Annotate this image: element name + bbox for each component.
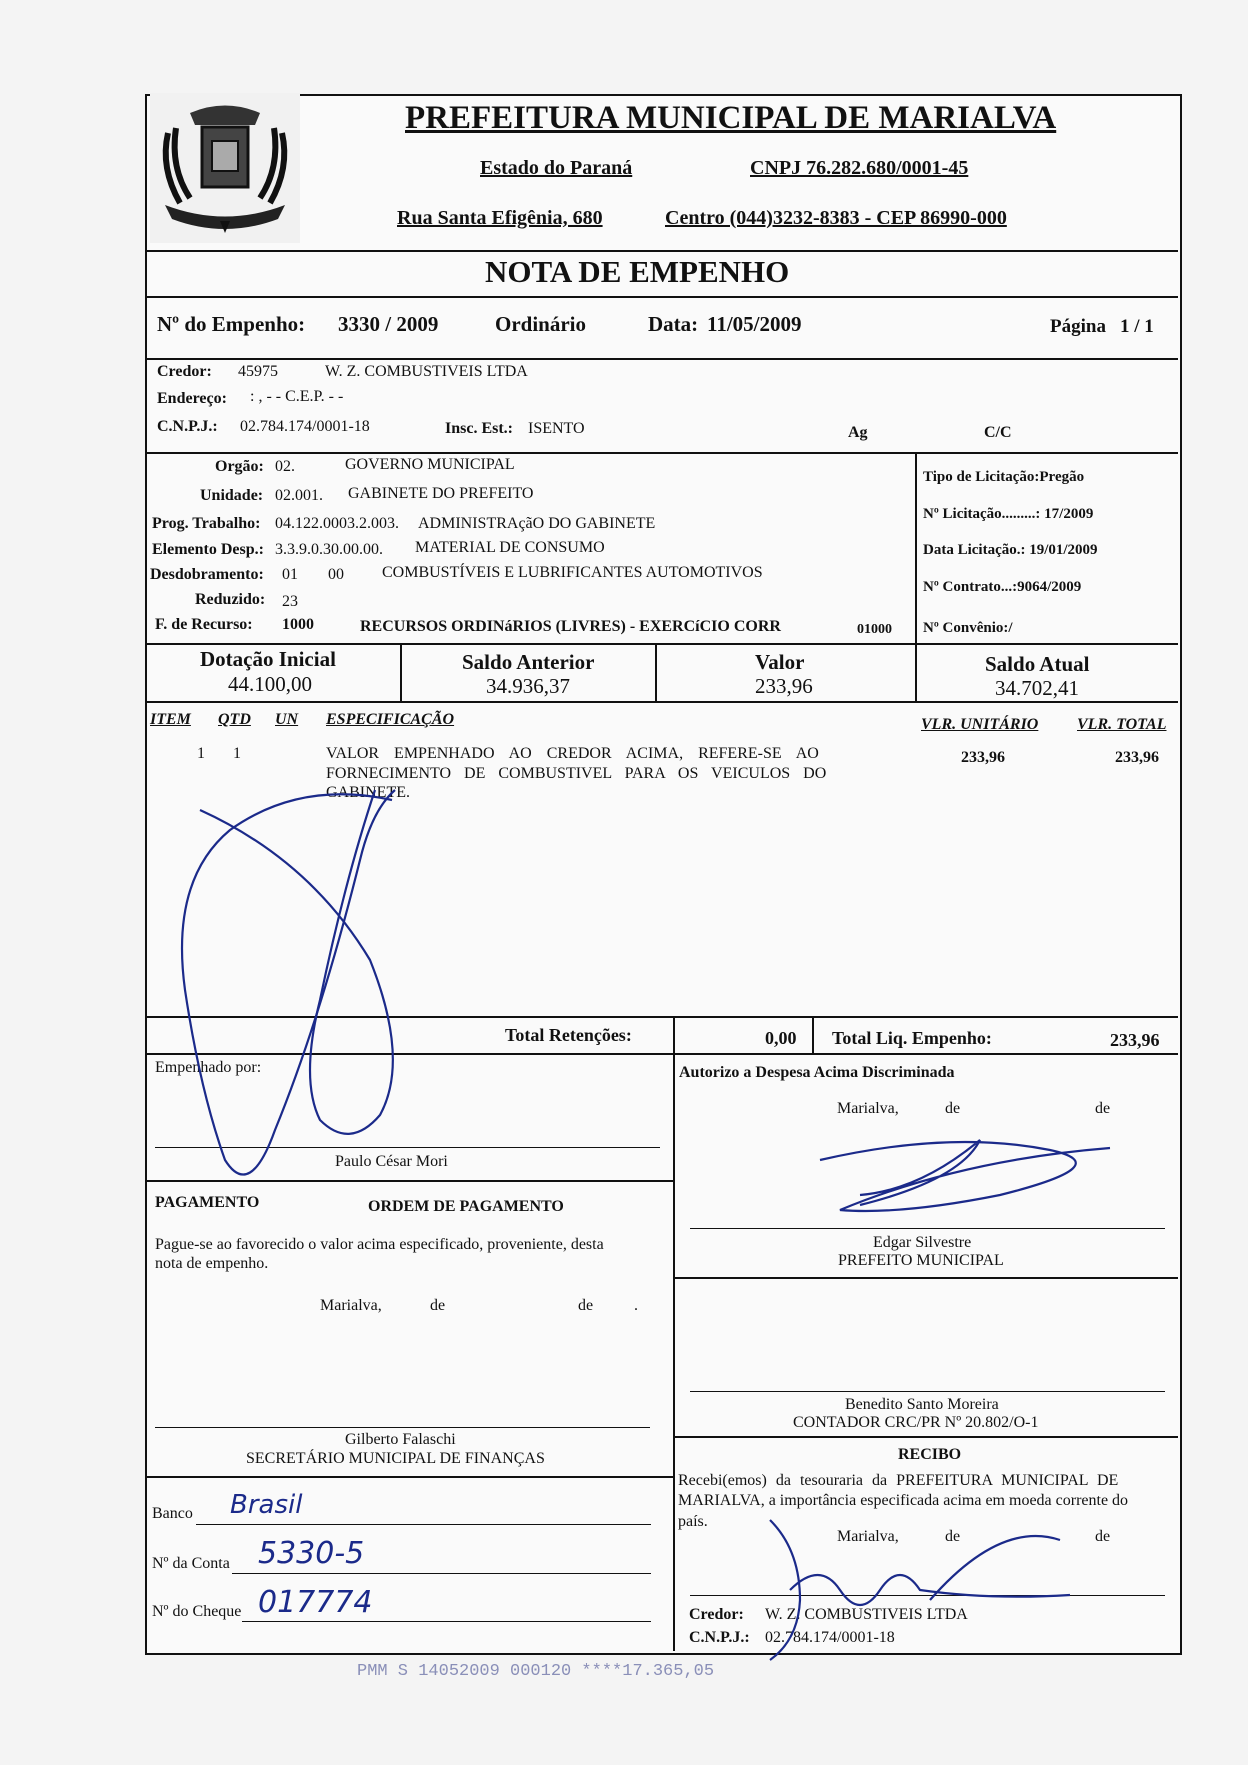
desdobramento-a: 01 [282,566,298,583]
bank-stamp: PMM S 14052009 000120 ****17.365,05 [357,1662,715,1681]
credor-label: Credor: [157,363,212,380]
elemento-code: 3.3.9.0.30.00.00. [275,541,383,558]
pagamento-place: Marialva, [320,1297,382,1314]
numero-licitacao: Nº Licitação.........: 17/2009 [923,506,1094,522]
desdobramento-label: Desdobramento: [150,566,264,583]
contador-role: CONTADOR CRC/PR Nº 20.802/O-1 [793,1414,1039,1431]
state-name: Estado do Paraná [480,157,633,179]
page-number: 1 / 1 [1120,316,1154,337]
valor-value: 233,96 [755,674,813,698]
recibo-de2: de [1095,1528,1111,1545]
endereco-value: : , - - C.E.P. - - [250,388,344,405]
pagamento-text-line1: Pague-se ao favorecido o valor acima especificado, proveniente, desta [155,1236,604,1253]
prog-name: ADMINISTRAçãO DO GABINETE [418,515,656,532]
contador-name: Benedito Santo Moreira [845,1396,999,1413]
total-header: VLR. TOTAL [1077,716,1167,733]
desdobramento-b: 00 [328,566,344,583]
cc-label: C/C [984,424,1012,441]
prog-label: Prog. Trabalho: [152,515,261,532]
empenhado-name: Paulo César Mori [335,1153,448,1170]
recibo-credor-label: Credor: [689,1606,744,1623]
retencoes-value: 0,00 [765,1028,797,1048]
recibo-cnpj-label: C.N.P.J.: [689,1629,750,1646]
unidade-name: GABINETE DO PREFEITO [348,485,534,502]
saldo-anterior-value: 34.936,37 [486,674,570,698]
item-unit-price: 233,96 [961,749,1005,766]
empenho-number-label: Nº do Empenho: [157,312,306,336]
orgao-name: GOVERNO MUNICIPAL [345,456,515,473]
unidade-label: Unidade: [200,487,264,504]
qtd-header: QTD [218,711,251,728]
ag-label: Ag [848,424,868,441]
recibo-de1: de [945,1528,961,1545]
conta-value: 5330-5 [258,1536,365,1571]
spec-header: ESPECIFICAÇÃO [326,711,455,728]
recibo-cnpj-value: 02.784.174/0001-18 [765,1629,895,1646]
empenho-type: Ordinário [495,312,587,336]
header-contact: Centro (044)3232-8383 - CEP 86990-000 [665,207,1007,229]
conta-label: Nº da Conta [152,1555,230,1572]
item-spec-line3: GABINETE. [326,784,410,801]
recurso-number: 01000 [857,622,892,637]
date-value: 11/05/2009 [707,312,802,336]
pagamento-text-line2: nota de empenho. [155,1255,269,1272]
orgao-label: Orgão: [215,458,264,475]
item-spec-line1: VALOR EMPENHADO AO CREDOR ACIMA, REFERE-SE AO [326,745,819,762]
cheque-value: 017774 [258,1585,373,1620]
recibo-credor-name: W. Z. COMBUSTIVEIS LTDA [765,1606,968,1623]
page-label: Página [1050,316,1106,337]
ordem-pagamento-label: ORDEM DE PAGAMENTO [368,1198,564,1215]
empenho-number: 3330 / 2009 [338,312,439,336]
pagamento-de1: de [430,1297,446,1314]
autorizo-de1: de [945,1100,961,1117]
secretario-name: Gilberto Falaschi [345,1431,456,1448]
elemento-name: MATERIAL DE CONSUMO [415,539,605,556]
data-licitacao: Data Licitação.: 19/01/2009 [923,542,1098,558]
prefeito-name: Edgar Silvestre [873,1234,972,1251]
cheque-label: Nº do Cheque [152,1603,242,1620]
reduzido-value: 23 [282,593,298,610]
desdobramento-name: COMBUSTÍVEIS E LUBRIFICANTES AUTOMOTIVOS [382,564,763,581]
page-title: PREFEITURA MUNICIPAL DE MARIALVA [405,100,1057,136]
recibo-line1: Recebi(emos) da tesouraria da PREFEITURA MUNICIPAL DE [678,1472,1119,1489]
recibo-line3: país. [678,1513,708,1530]
banco-value: Brasil [230,1490,303,1520]
header-cnpj: CNPJ 76.282.680/0001-45 [750,157,969,179]
recibo-line2: MARIALVA, a importância especificada acima em moeda corrente do [678,1492,1129,1509]
autorizo-place: Marialva, [837,1100,899,1117]
orgao-code: 02. [275,458,295,475]
liquido-value: 233,96 [1110,1030,1160,1050]
unidade-code: 02.001. [275,487,323,504]
item-total: 233,96 [1115,749,1159,766]
dotacao-value: 44.100,00 [228,672,312,696]
insc-label: Insc. Est.: [445,420,514,437]
recurso-label: F. de Recurso: [155,616,253,633]
saldo-atual-value: 34.702,41 [995,676,1079,700]
numero-convenio: Nº Convênio:/ [923,620,1013,636]
recibo-label: RECIBO [898,1446,962,1463]
banco-label: Banco [152,1505,193,1522]
item-spec-line2: FORNECIMENTO DE COMBUSTIVEL PARA OS VEICULOS DO [326,765,827,782]
pagamento-de2: de [578,1297,594,1314]
pagamento-dot: . [634,1297,638,1314]
tipo-licitacao: Tipo de Licitação:Pregão [923,469,1085,485]
credor-code: 45975 [238,363,278,380]
item-header: ITEM [150,711,191,728]
municipal-crest-logo [150,93,300,243]
numero-contrato: Nº Contrato...:9064/2009 [923,579,1082,595]
saldo-atual-label: Saldo Atual [985,652,1090,676]
pagamento-label: PAGAMENTO [155,1194,260,1211]
liquido-label: Total Liq. Empenho: [832,1028,992,1048]
recurso-name: RECURSOS ORDINáRIOS (LIVRES) - EXERCíCIO CORR [360,618,781,635]
reduzido-label: Reduzido: [195,591,266,608]
date-label: Data: [648,312,699,336]
recurso-code: 1000 [282,616,314,633]
empenhado-label: Empenhado por: [155,1059,262,1076]
item-number: 1 [197,745,205,762]
endereco-label: Endereço: [157,390,227,407]
prog-code: 04.122.0003.2.003. [275,515,399,532]
retencoes-label: Total Retenções: [505,1025,632,1045]
dotacao-label: Dotação Inicial [200,647,336,671]
document-title: NOTA DE EMPENHO [485,254,790,289]
un-header: UN [275,711,299,728]
cnpj-label: C.N.P.J.: [157,418,218,435]
elemento-label: Elemento Desp.: [152,541,264,558]
unit-price-header: VLR. UNITÁRIO [921,716,1039,733]
header-address: Rua Santa Efigênia, 680 [397,207,603,229]
autorizo-de2: de [1095,1100,1111,1117]
cnpj-value: 02.784.174/0001-18 [240,418,370,435]
item-qtd: 1 [233,745,241,762]
secretario-role: SECRETÁRIO MUNICIPAL DE FINANÇAS [246,1450,545,1467]
saldo-anterior-label: Saldo Anterior [462,650,595,674]
autorizo-label: Autorizo a Despesa Acima Discriminada [679,1064,955,1081]
valor-label: Valor [755,650,805,674]
prefeito-role: PREFEITO MUNICIPAL [838,1252,1004,1269]
credor-name: W. Z. COMBUSTIVEIS LTDA [325,363,528,380]
insc-value: ISENTO [528,420,585,437]
recibo-place: Marialva, [837,1528,899,1545]
